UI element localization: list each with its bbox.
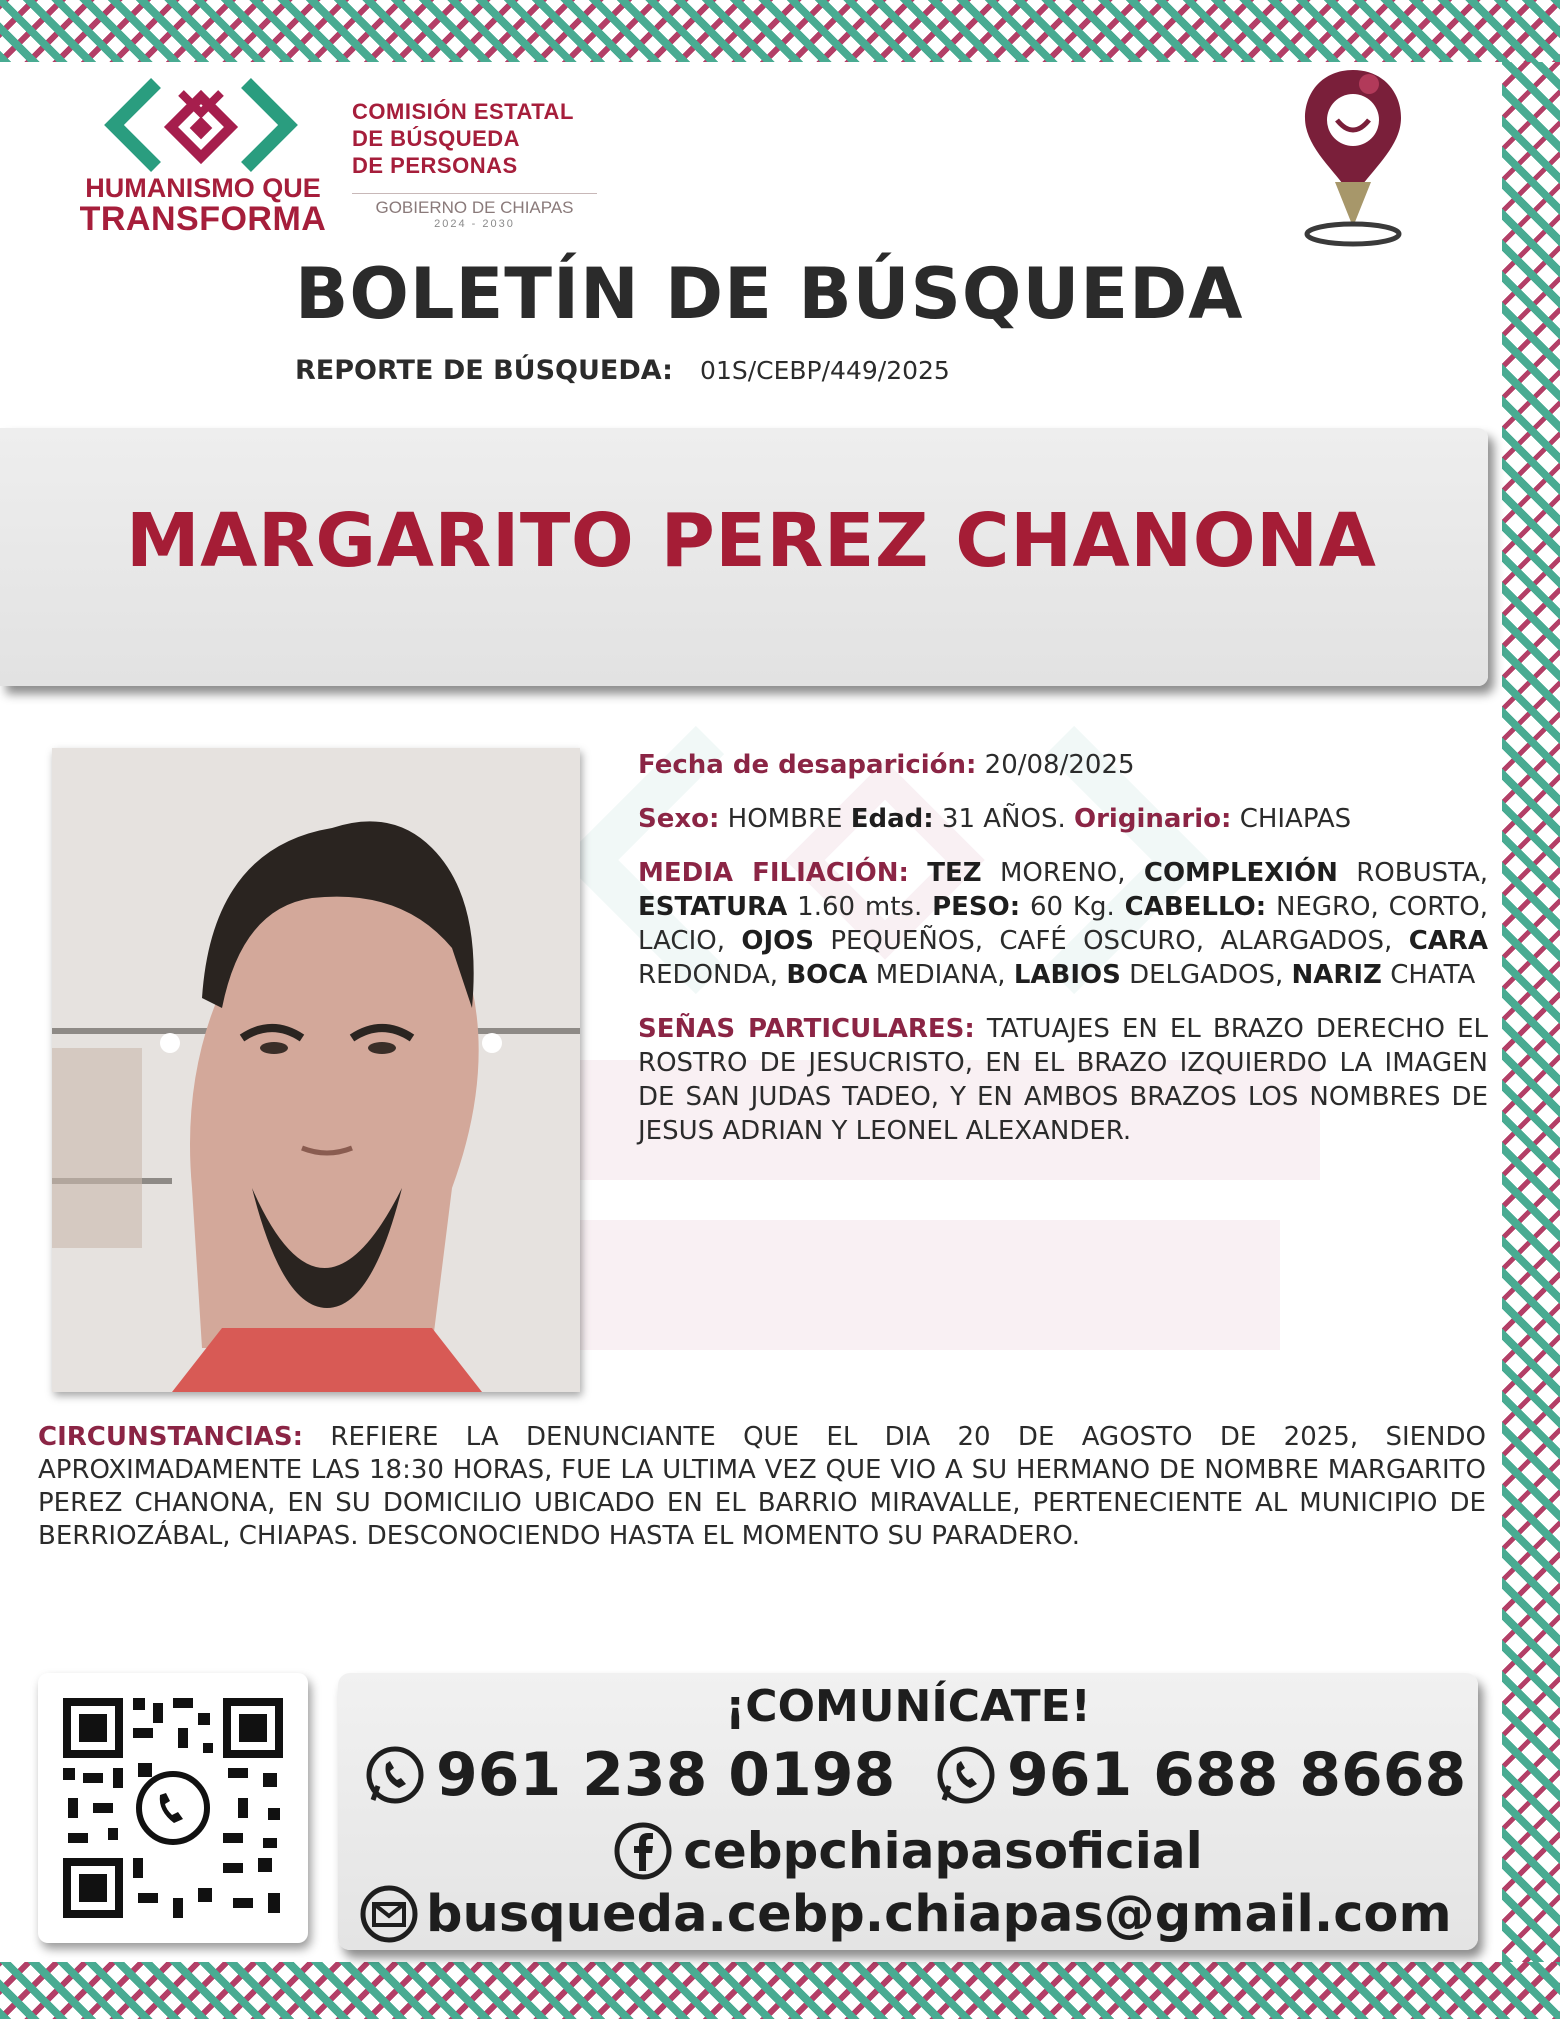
humanismo-logo xyxy=(78,75,327,238)
hair-label: CABELLO: xyxy=(1124,892,1267,922)
phone-2-number: 961 688 8668 xyxy=(1007,1740,1467,1810)
face-value: REDONDA, xyxy=(638,960,779,990)
height-label: ESTATURA xyxy=(638,892,788,922)
marks-label: SEÑAS PARTICULARES: xyxy=(638,1014,975,1044)
lips-label: LABIOS xyxy=(1013,960,1121,990)
complexion-label: COMPLEXIÓN xyxy=(1143,858,1338,888)
qr-code[interactable] xyxy=(38,1673,308,1943)
eyes-value: PEQUEÑOS, CAFÉ OSCURO, ALARGADOS, xyxy=(830,926,1393,956)
contact-heading: ¡COMUNÍCATE! xyxy=(725,1681,1091,1732)
report-label: REPORTE DE BÚSQUEDA: xyxy=(295,355,673,386)
person-photo xyxy=(52,748,580,1392)
facebook-handle: cebpchiapasoficial xyxy=(683,1822,1203,1880)
tez-label: TEZ xyxy=(927,858,982,888)
agency-line-3: DE PERSONAS xyxy=(352,153,518,178)
sex-label: Sexo: xyxy=(638,804,720,834)
age-value: 31 AÑOS. xyxy=(941,804,1066,834)
origin-label: Originario: xyxy=(1074,804,1232,834)
logo-line-2: TRANSFORMA xyxy=(79,200,327,238)
email-row[interactable] xyxy=(358,1881,1452,1947)
physical-description xyxy=(638,856,1488,992)
nose-value: CHATA xyxy=(1390,960,1476,990)
nose-label: NARIZ xyxy=(1291,960,1382,990)
weight-value: 60 Kg. xyxy=(1030,892,1115,922)
location-pin-logo-icon xyxy=(1297,62,1409,252)
disappearance-date: 20/08/2025 xyxy=(984,750,1135,780)
person-name: MARGARITO PEREZ CHANONA xyxy=(126,498,1377,584)
contact-panel xyxy=(338,1673,1478,1950)
agency-block xyxy=(352,98,612,230)
age-label: Edad: xyxy=(850,804,934,834)
qr-code-icon xyxy=(38,1673,308,1943)
decorative-border-top xyxy=(0,0,1560,62)
whatsapp-icon xyxy=(364,1744,426,1806)
government-label: GOBIERNO DE CHIAPAS xyxy=(352,193,597,218)
mouth-label: BOCA xyxy=(786,960,868,990)
distinguishing-marks xyxy=(638,1012,1488,1148)
marks-value: TATUAJES EN EL BRAZO DERECHO EL ROSTRO DE JESUCRISTO, EN EL BRAZO IZQUIERDO LA IMAGEN DE SAN JUDAS TADEO, Y EN AMBOS BRAZOS LOS NOMBRES DE JESUS ADRIAN Y LEONEL ALEXANDER. xyxy=(638,1014,1488,1146)
disappearance-label: Fecha de desaparición: xyxy=(638,750,977,780)
person-photo-image xyxy=(52,748,580,1392)
phone-1[interactable] xyxy=(364,1735,895,1815)
complexion-value: ROBUSTA, xyxy=(1356,858,1489,888)
height-value: 1.60 mts. xyxy=(797,892,923,922)
agency-line-1: COMISIÓN ESTATAL xyxy=(352,99,574,124)
disappearance-row xyxy=(638,748,1488,782)
circumstances-label: CIRCUNSTANCIAS: xyxy=(38,1422,304,1452)
face-label: CARA xyxy=(1408,926,1489,956)
origin-value: CHIAPAS xyxy=(1239,804,1352,834)
government-years: 2024 - 2030 xyxy=(434,218,515,230)
circumstances-text: REFIERE LA DENUNCIANTE QUE EL DIA 20 DE AGOSTO DE 2025, SIENDO APROXIMADAMENTE LAS 18:30 HORAS, FUE LA ULTIMA VEZ QUE VIO A SU HERMANO DE NOMBRE MARGARITO PEREZ CHANONA, EN SU DOMICILIO UBICADO EN EL BARRIO MIRAVALLE, PERTENECIENTE AL MUNICIPIO DE BERRIOZÁBAL, CHIAPAS. DESCONOCIENDO HASTA EL MOMENTO SU PARADERO. xyxy=(38,1422,1486,1551)
bulletin-title: BOLETÍN DE BÚSQUEDA xyxy=(295,253,1244,335)
whatsapp-icon xyxy=(935,1744,997,1806)
humanismo-logo-text xyxy=(78,175,328,236)
lips-value: DELGADOS, xyxy=(1129,960,1284,990)
eyes-label: OJOS xyxy=(741,926,814,956)
media-filiacion-label: MEDIA FILIACIÓN: xyxy=(638,858,909,888)
facebook-icon xyxy=(613,1821,673,1881)
circumstances xyxy=(38,1421,1486,1553)
decorative-border-bottom xyxy=(0,1962,1560,2019)
tez-value: MORENO, xyxy=(999,858,1126,888)
demographics-row xyxy=(638,802,1488,836)
sex-value: HOMBRE xyxy=(727,804,843,834)
facebook-row[interactable] xyxy=(338,1818,1478,1884)
mouth-value: MEDIANA, xyxy=(875,960,1006,990)
weight-label: PESO: xyxy=(932,892,1021,922)
humanismo-mark-icon xyxy=(96,75,306,175)
mail-icon xyxy=(358,1883,420,1945)
report-line xyxy=(295,355,950,386)
report-number: 01S/CEBP/449/2025 xyxy=(700,356,950,385)
person-details xyxy=(638,748,1488,1168)
phone-2[interactable] xyxy=(935,1735,1466,1815)
logo-line-1: HUMANISMO QUE xyxy=(85,173,321,203)
hair-value: NEGRO, CORTO, LACIO, xyxy=(638,892,1489,956)
decorative-border-right xyxy=(1502,62,1560,1962)
email-address: busqueda.cebp.chiapas@gmail.com xyxy=(426,1884,1452,1944)
agency-line-2: DE BÚSQUEDA xyxy=(352,126,521,151)
phone-numbers xyxy=(358,1735,1468,1815)
phone-1-number: 961 238 0198 xyxy=(436,1740,896,1810)
